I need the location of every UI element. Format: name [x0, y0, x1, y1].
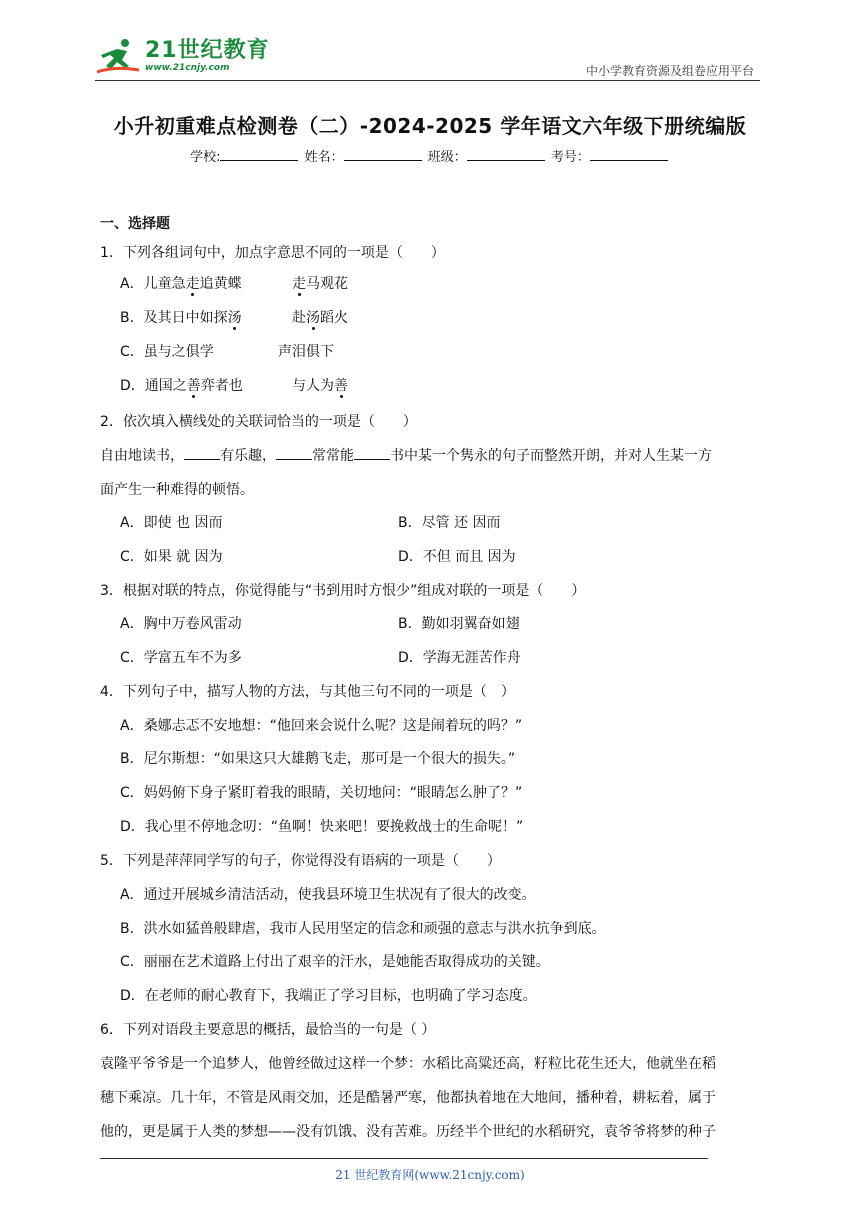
q1-option-b-pair: 赴汤蹈火	[292, 310, 348, 326]
q1-option-a-pair: 走马观花	[292, 276, 348, 292]
q1-option-c: C．虽与之俱学	[120, 344, 214, 360]
school-label: 学校:	[190, 150, 221, 165]
q6-passage-line-1: 袁隆平爷爷是一个追梦人，他曾经做过这样一个梦：水稻比高粱还高，籽粒比花生还大，他就坐在稻	[100, 1056, 716, 1072]
q4-option-d: D．我心里不停地念叨：“鱼啊！快来吧！要挽救战士的生命呢！”	[120, 819, 524, 835]
q3-option-c: C．学富五车不为多	[120, 650, 242, 666]
site-logo	[95, 36, 270, 76]
page-title: 小升初重难点检测卷（二）-2024-2025 学年语文六年级下册统编版	[113, 114, 747, 138]
q1-option-a: A．儿童急走追黄蝶	[120, 276, 242, 292]
q2-option-d: D．不但 而且 因为	[398, 549, 516, 565]
q2-option-c: C．如果 就 因为	[120, 549, 223, 565]
q1-option-d-pair: 与人为善	[292, 378, 348, 394]
q2-passage-line-1: 自由地读书， 有乐趣， 常常能 书中某一个隽永的句子而整然开朗，并对人生某一方	[100, 448, 712, 464]
q5-option-c: C．丽丽在艺术道路上付出了艰辛的汗水，是她能否取得成功的关键。	[120, 954, 550, 970]
footer-link[interactable]: 21 世纪教育网(www.21cnjy.com)	[335, 1168, 525, 1182]
q1-option-c-pair: 声泪俱下	[278, 344, 334, 360]
question-3-stem: 3．根据对联的特点，你觉得能与“书到用时方恨少”组成对联的一项是（ ）	[100, 583, 586, 599]
runner-logo-icon	[95, 36, 143, 76]
q6-passage-line-2: 穗下乘凉。几十年，不管是风雨交加，还是酷暑严寒，他都执着地在大地间，播种着，耕耘着，属于	[100, 1090, 716, 1106]
logo-title: 21世纪教育	[145, 37, 270, 63]
page-header	[95, 30, 760, 80]
q3-option-a: A．胸中万卷风雷动	[120, 616, 242, 632]
q2-option-b: B．尽管 还 因而	[398, 515, 501, 531]
name-label: 姓名：	[304, 150, 344, 165]
q4-option-b: B．尼尔斯想：“如果这只大雄鹅飞走，那可是一个很大的损失。”	[120, 751, 516, 767]
footer-divider	[100, 1158, 708, 1159]
number-blank	[590, 148, 668, 161]
q4-option-a: A．桑娜忐忑不安地想：“他回来会说什么呢？这是闹着玩的吗？”	[120, 718, 523, 734]
q5-option-a: A．通过开展城乡清洁活动，使我县环境卫生状况有了很大的改变。	[120, 887, 536, 903]
question-4-stem: 4．下列句子中，描写人物的方法，与其他三句不同的一项是（ ）	[100, 684, 515, 700]
school-blank	[220, 148, 298, 161]
q1-option-b: B．及其日中如探汤	[120, 310, 242, 326]
question-2-stem: 2．依次填入横线处的关联词恰当的一项是（ ）	[100, 414, 417, 430]
section-heading: 一、选择题	[100, 216, 170, 232]
q1-option-d: D．通国之善弈者也	[120, 378, 243, 394]
q4-option-c: C．妈妈俯下身子紧盯着我的眼睛，关切地问：“眼睛怎么肿了？”	[120, 785, 523, 801]
q6-passage-line-3: 他的，更是属于人类的梦想——没有饥饿、没有苦难。历经半个世纪的水稻研究，袁爷爷将梦的种子	[100, 1124, 716, 1140]
header-divider	[95, 80, 760, 81]
q5-option-d: D．在老师的耐心教育下，我端正了学习目标，也明确了学习态度。	[120, 988, 537, 1004]
q2-option-a: A．即使 也 因而	[120, 515, 223, 531]
number-label: 考号：	[550, 150, 590, 165]
q3-option-b: B．勤如羽翼奋如翅	[398, 616, 520, 632]
q2-passage-line-2: 面产生一种难得的顿悟。	[100, 482, 254, 498]
q3-option-d: D．学海无涯苦作舟	[398, 650, 521, 666]
question-6-stem: 6．下列对语段主要意思的概括，最恰当的一句是（ ）	[100, 1022, 436, 1038]
student-info	[0, 146, 860, 165]
question-1-stem: 1．下列各组词句中，加点字意思不同的一项是（ ）	[100, 245, 445, 261]
class-blank	[467, 148, 545, 161]
platform-name: 中小学教育资源及组卷应用平台	[585, 64, 754, 78]
logo-url: www.21cnjy.com	[145, 62, 230, 73]
question-5-stem: 5．下列是萍萍同学写的句子，你觉得没有语病的一项是（ ）	[100, 853, 501, 869]
class-label: 班级：	[427, 150, 467, 165]
name-blank	[344, 148, 422, 161]
q5-option-b: B．洪水如猛兽般肆虐，我市人民用坚定的信念和顽强的意志与洪水抗争到底。	[120, 921, 606, 937]
